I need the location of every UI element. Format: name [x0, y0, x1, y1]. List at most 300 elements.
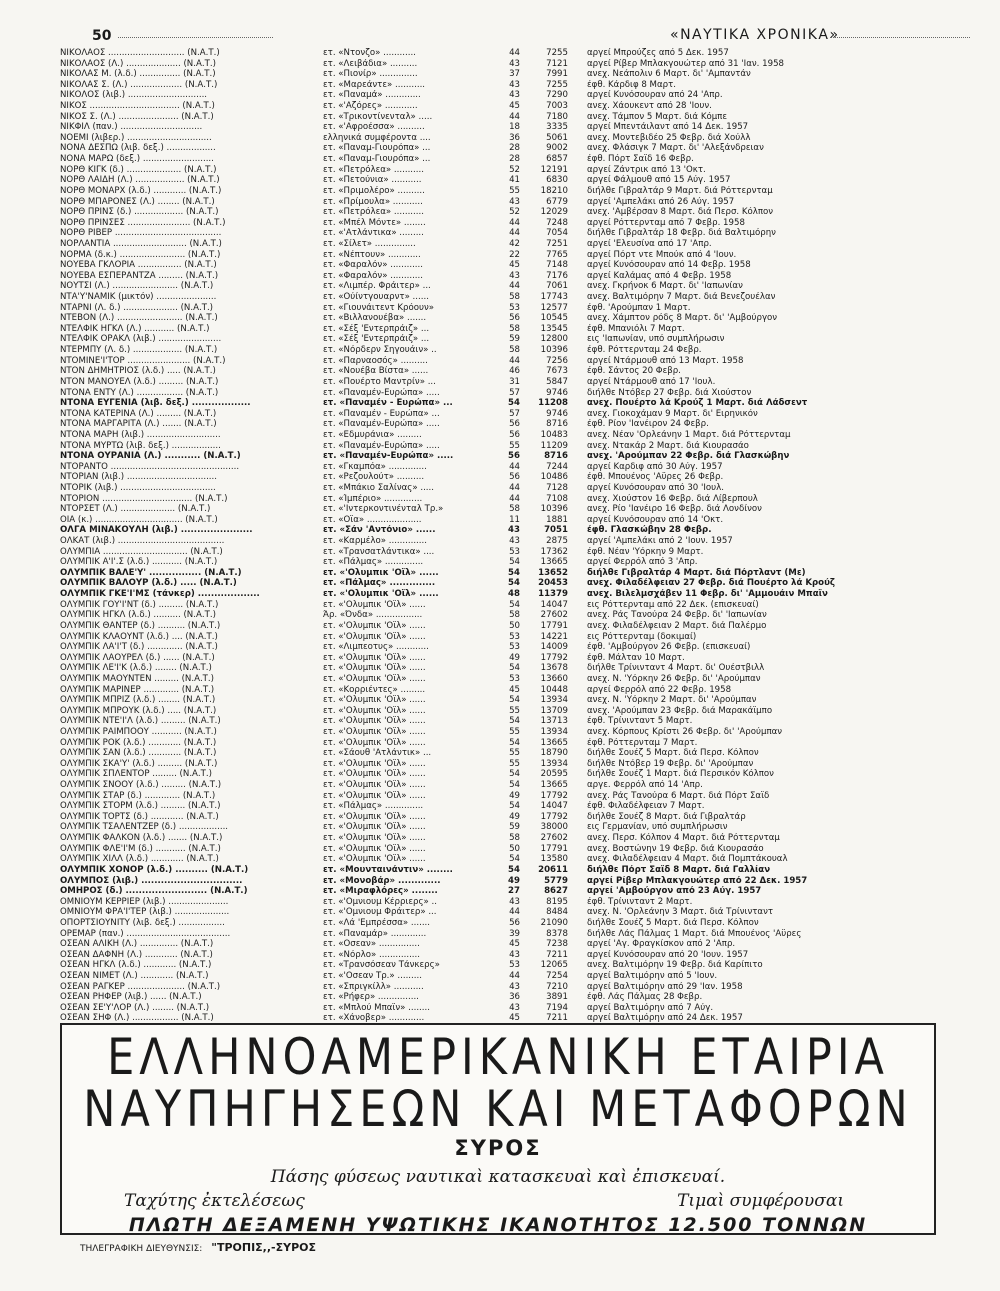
table-row — [60, 982, 950, 993]
ad-company-line2: ΝΑΥΠΗΓΗΣΕΩΝ ΚΑΙ ΜΕΤΑΦΟΡΩΝ — [83, 1081, 913, 1139]
table-row — [60, 133, 950, 144]
ship-tonnage: 21090 — [540, 917, 568, 928]
ship-owner: ετ. «'Ιντερκοντινένταλ Τρ.» — [323, 504, 444, 515]
ship-year: 45 — [509, 101, 520, 112]
ship-tonnage: 10396 — [540, 345, 568, 356]
ship-year: 53 — [509, 673, 520, 684]
ship-movement: αργεί Φερρόλ από 22 Φεβρ. 1958 — [587, 684, 732, 695]
ship-name: ΟΛΥΜΠΙΚ ΧΙΛΛ (λ.δ.) ............ (Ν.Α.Τ.) — [60, 854, 219, 865]
ship-name: ΟΛΥΜΠΙΚ ΣΤΟΡΜ (λ.δ.) ......... (Ν.Α.Τ.) — [60, 801, 221, 812]
ship-movement: ανεχ. 'Αμβέρσαν 8 Μαρτ. διά Περσ. Κόλπον — [587, 207, 774, 218]
table-row — [60, 239, 950, 250]
ship-movement: αργεί Κυνόσουραν από 20 'Ιουν. 1957 — [587, 949, 749, 960]
ship-year: 58 — [509, 323, 520, 334]
ship-owner: ετ. «'Ολυμπικ 'Οΐλ» ...... — [323, 790, 426, 801]
ship-name: ΟΛΥΜΠΙΚ ΣΑΝ (λ.δ.) ............ (Ν.Α.Τ.) — [60, 748, 217, 759]
ship-year: 50 — [509, 843, 520, 854]
ship-year: 55 — [509, 727, 520, 737]
ship-name: ΟΛΥΜΠΙΚ ΜΑΟΥΝΤΕΝ ......... (Ν.Α.Τ.) — [60, 673, 215, 684]
ship-tonnage: 27602 — [540, 833, 568, 844]
ship-year: 49 — [508, 875, 520, 886]
header-rule-right — [830, 37, 970, 38]
ship-owner: ετ. «Παναμέν-Ευρώπα» ..... — [323, 440, 440, 451]
ship-owner: ετ. «Πάλμας» .............. — [323, 801, 424, 812]
ship-year: 44 — [509, 355, 520, 366]
ship-movement: εις Γερμανίαν, υπό συμπλήρωσιν — [587, 822, 728, 833]
ship-year: 52 — [509, 164, 520, 175]
ship-tonnage: 20595 — [540, 769, 568, 780]
table-row — [60, 228, 950, 239]
table-row — [60, 504, 950, 515]
ship-tonnage: 7051 — [544, 525, 568, 536]
ship-movement: έφθ. Μπανιόλι 7 Μαρτ. — [587, 323, 685, 334]
ship-tonnage: 17792 — [540, 790, 568, 801]
ship-owner: ετ. «Καρμέλο» .............. — [323, 536, 427, 547]
table-row — [60, 589, 950, 600]
ship-year: 43 — [508, 525, 520, 536]
ship-year: 54 — [509, 780, 520, 791]
ship-name: ΝΤΟΝΑ ΜΑΡΓΑΡΙΤΑ (Λ.) ....... (Ν.Α.Τ.) — [60, 419, 217, 430]
ship-movement: έφθ. Τρίνινταντ 2 Μαρτ. — [587, 896, 693, 907]
ship-movement: εις Ρόττερνταμ (δοκιμαί) — [587, 631, 697, 642]
ship-tonnage: 8716 — [546, 419, 568, 430]
ship-owner: ετ. «Παναμέν-Ευρώπα» ..... — [323, 419, 440, 430]
ship-tonnage: 7254 — [546, 971, 568, 982]
ship-owner: ετ. «Τρανσόσεαν Τάνκερς» — [323, 960, 440, 971]
ship-movement: έφθ. Γλασκώβην 28 Φεβρ. — [587, 525, 712, 536]
ship-owner: ετ. «Τρικοντίνενταλ» ..... — [323, 111, 433, 122]
ship-movement: ανεχ. Χάμπτον ρόδς 8 Μαρτ. δι' 'Αμβούργον — [587, 313, 778, 324]
header-rule-left — [118, 37, 273, 38]
ship-name: ΝΙΚΟΛΑΣ Μ. (λ.δ.) ............... (Ν.Α.Τ.) — [60, 69, 216, 80]
ship-tonnage: 12029 — [540, 207, 568, 218]
ad-services: Πάσης φύσεως ναυτικαὶ κατασκευαὶ καὶ ἐπισκευαί. — [270, 1167, 726, 1187]
table-row — [60, 1003, 950, 1014]
ship-name: ΟΛΥΜΠΙΚ ΗΓΚΛ (λ.δ.) .......... (Ν.Α.Τ.) — [60, 610, 216, 621]
table-row — [60, 260, 950, 271]
ship-movement: ανεχ. 'Αρούμπαν 23 Φεβρ. διά Μαρακάϊμπο — [587, 705, 773, 716]
ship-movement: ανεχ. Νέαν 'Ορλεάνην 1 Μαρτ. διά Ρόττερνταμ — [587, 429, 791, 440]
ship-tonnage: 17791 — [540, 843, 568, 854]
ship-movement: ανεχ. Περσ. Κόλπον 4 Μαρτ. διά Ρόττερνταμ — [587, 833, 780, 844]
ship-owner: ετ. «Παναμέν-Ευρώπα» ..... — [323, 451, 454, 462]
ship-owner: ετ. «Λειβάδια» .......... — [323, 58, 418, 69]
page-header — [30, 26, 974, 48]
ship-movement: διήλθε Σουέζ 5 Μαρτ. διά Περσ. Κόλπον — [587, 748, 759, 759]
ship-movement: έφθ. Σάντος 20 Φεβρ. — [587, 366, 681, 377]
ship-tonnage: 13660 — [540, 673, 568, 684]
ship-tonnage: 14221 — [540, 631, 568, 642]
ship-owner: ετ. «Μονοβάρ» ............. — [323, 875, 441, 886]
table-row — [60, 154, 950, 165]
table-row — [60, 738, 950, 749]
table-row — [60, 218, 950, 229]
ship-tonnage: 11379 — [538, 589, 568, 600]
ship-owner: ετ. «Ντονζο» ............ — [323, 48, 416, 58]
ship-year: 57 — [509, 387, 520, 398]
ship-year: 58 — [509, 504, 520, 515]
ship-movement: αργεί Ντάρμουθ από 17 'Ιουλ. — [587, 376, 716, 387]
ship-movement: ανεχ. Ρίο 'Ιανέιρο 16 Φεβρ. διά Λονδίνον — [587, 504, 762, 515]
ship-owner: ετ. «'Ολυμπικ 'Οΐλ» ...... — [323, 833, 426, 844]
ship-year: 54 — [508, 398, 520, 409]
ship-name: ΝΤΟΝΑ ΕΝΤΥ (Λ.) ................. (Ν.Α.Τ.) — [60, 387, 219, 398]
ship-owner: ετ. «'Ολυμπικ 'Οΐλ» ...... — [323, 705, 426, 716]
ship-movement: ανεχ. Βοστώνην 19 Φεβρ. διά Κιουρασάο — [587, 843, 764, 854]
ship-owner: ετ. «'Ολυμπικ 'Οΐλ» ...... — [323, 737, 426, 748]
ship-year: 22 — [509, 249, 520, 260]
ship-year: 54 — [509, 695, 520, 706]
ship-year: 44 — [509, 493, 520, 504]
ship-name: ΟΛΥΜΠΙΑ ............................... (Ν.Α.Τ.) — [60, 546, 223, 557]
ship-year: 56 — [509, 472, 520, 483]
ship-movement: αργεί Μπρούζες από 5 Δεκ. 1957 — [587, 48, 729, 58]
ship-tonnage: 27602 — [540, 610, 568, 621]
ship-tonnage: 5847 — [546, 376, 568, 387]
ship-year: 43 — [509, 1002, 520, 1013]
ad-telegraph — [80, 1241, 316, 1254]
ship-name: ΝΟΡΘ ΚΙΓΚ (δ.) .................... (Ν.Α.Τ.) — [60, 164, 217, 175]
ship-movement: έφθ. 'Αρούμπαν 1 Μαρτ. — [587, 302, 691, 313]
ship-name: ΝΙΚΟΛΑΣ Σ. (Λ.) ................... (Ν.Α.Τ.) — [60, 79, 218, 90]
table-row — [60, 886, 950, 897]
ship-name: ΝΤΟΡΙΑΝ (λιβ.) ................................. — [60, 472, 217, 483]
ship-year: 45 — [509, 939, 520, 950]
table-row — [60, 547, 950, 558]
table-row — [60, 345, 950, 356]
ship-owner: ετ. «'Ολυμπικ 'Οΐλ» ...... — [323, 567, 439, 578]
ship-movement: αργεί Κυνόσουραν από 14 Φεβρ. 1958 — [587, 260, 751, 271]
ship-movement: ανεχ. Φιλαδέλφειαν 2 Μαρτ. διά Παλέρμο — [587, 620, 767, 631]
ship-name: ΟΣΕΑΝ ΡΑΓΚΕΡ ..................... (Ν.Α.Τ.) — [60, 981, 221, 992]
ship-tonnage: 10396 — [540, 504, 568, 515]
ad-speed: Ταχύτης ἐκτελέσεως — [124, 1191, 305, 1211]
ship-name: ΝΟΝΑ ΔΕΣΠΩ (λιβ. δεξ.) .................. — [60, 143, 216, 154]
table-row — [60, 801, 950, 812]
ship-movement: ανεχ. Ν. 'Υόρκην 26 Φεβρ. δι' 'Αρούμπαν — [587, 673, 761, 684]
ship-movement: αργεί 'Ελευσίνα από 17 'Απρ. — [587, 238, 712, 249]
ship-year: 43 — [509, 196, 520, 207]
ship-name: ΟΛΥΜΠΙΚ ΝΤΕ'Ι'Λ (λ.δ.) ......... (Ν.Α.Τ.) — [60, 716, 221, 727]
ship-owner: ετ. «'Οσεαν Τρ.» ......... — [323, 971, 422, 982]
ship-owner: ετ. «Κορριέντες» ......... — [323, 684, 426, 695]
ship-tonnage: 7673 — [546, 366, 568, 377]
ship-movement: διήλθε Σουέζ 8 Μαρτ. διά Γιβραλτάρ — [587, 811, 746, 822]
ship-movement: έφθ. Ρόττερνταμ 7 Μαρτ. — [587, 737, 698, 748]
ship-owner: ετ. «Παναμ-Γιουρόπα» ... — [323, 143, 431, 154]
ship-year: 44 — [509, 48, 520, 58]
ship-tonnage: 8195 — [546, 896, 568, 907]
ship-year: 18 — [509, 122, 520, 133]
table-row — [60, 578, 950, 589]
ship-year: 58 — [509, 833, 520, 844]
table-row — [60, 950, 950, 961]
ship-owner: ετ. «'Ολυμπικ 'Οΐλ» ...... — [323, 673, 426, 684]
ship-year: 55 — [509, 758, 520, 769]
table-row — [60, 844, 950, 855]
ship-name: ΝΤΑΡΝΙ (Λ. δ.) .................... (Ν.Α.Τ.) — [60, 302, 214, 313]
ship-tonnage: 13934 — [540, 695, 568, 706]
ship-owner: ετ. «'Ολυμπικ 'Οΐλ» ...... — [323, 599, 426, 610]
table-row — [60, 929, 950, 940]
ship-owner: ετ. «Λιμπεοτυς» ............ — [323, 642, 429, 653]
ship-name: ΟΛΥΜΠΙΚ ΒΑΛΕ'Υ' ................ (Ν.Α.Τ.) — [60, 567, 242, 578]
ship-movement: διήλθε Σουέζ 5 Μαρτ. διά Περσ. Κόλπον — [587, 917, 759, 928]
ship-year: 36 — [509, 132, 520, 143]
ship-movement: ανεχ. 'Αρούμπαν 22 Φεβρ. διά Γλασκώβην — [587, 451, 790, 462]
ship-tonnage: 7108 — [546, 493, 568, 504]
ship-year: 54 — [509, 599, 520, 610]
ship-name: ΝΤΕΛΦΙΚ ΟΡΑΚΛ (λιβ.) ....................... — [60, 334, 222, 345]
ship-name: ΟΛΥΜΠΙΚ ΧΟΝΟΡ (λ.δ.) .......... (Ν.Α.Τ.) — [60, 864, 249, 875]
ship-owner: ετ. «Νέπτουν» ............ — [323, 249, 421, 260]
ship-name: ΝΟΥΕΒΑ ΓΚΛΟΡΙΑ ................ (Ν.Α.Τ.) — [60, 260, 217, 271]
table-row — [60, 377, 950, 388]
ship-name: ΝΟΡΘ ΛΑΙΔΗ (Λ.) .................. (Ν.Α.Τ.) — [60, 175, 220, 186]
ship-year: 54 — [508, 578, 520, 589]
ship-name: ΝΤΟΝΑ ΕΥΓΕΝΙΑ (λιβ. δεξ.) .................. — [60, 398, 251, 409]
ship-name: ΟΣΕΑΝ ΣΗΦ (Λ.) ................. (Ν.Α.Τ.) — [60, 1013, 214, 1024]
ship-name: ΟΛΥΜΠΙΚ ΛΕ'Ι'Κ (λ.δ.) ........ (Ν.Α.Τ.) — [60, 663, 212, 674]
ship-name: ΟΛΥΜΠΙΚ ΓΚΕ'Ι'ΜΣ (τάνκερ) ................... — [60, 589, 260, 600]
table-row — [60, 313, 950, 324]
ship-name: ΟΛΥΜΠΙΚ Α'Ι'.Σ (λ.δ.) ........... (Ν.Α.Τ.) — [60, 557, 218, 568]
ship-year: 49 — [509, 790, 520, 801]
ship-movement: διήλθε Ντόβερ 19 Φεβρ. δι' 'Αρούμπαν — [587, 758, 754, 769]
ship-movement: αργεί Φερρόλ από 3 'Απρ. — [587, 557, 698, 568]
ship-tonnage: 7211 — [546, 1013, 568, 1024]
ship-name: ΝΟΕΜΙ (λιβερ.) ............................... — [60, 132, 212, 143]
ship-tonnage: 7991 — [546, 69, 568, 80]
ship-name: ΝΟΡΛΑΝΤΙΑ ........................... (Ν.Α.Τ.) — [60, 238, 222, 249]
ship-movement: διήλθε Λάς Πάλμας 1 Μαρτ. διά Μπουένος 'Αϋρες — [587, 928, 802, 939]
ship-tonnage: 10486 — [540, 472, 568, 483]
ship-tonnage: 7244 — [546, 461, 568, 472]
ship-owner: ετ. «'Ολυμπικ 'Οΐλ» ...... — [323, 631, 426, 642]
ship-movement: αργεί 'Αγ. Φραγκίσκον από 2 'Απρ. — [587, 939, 736, 950]
ship-name: ΟΣΕΑΝ ΡΗΦΕΡ (λιβ.) ...... (Ν.Α.Τ.) — [60, 992, 202, 1003]
ship-year: 43 — [509, 896, 520, 907]
table-row — [60, 833, 950, 844]
ship-year: 54 — [509, 854, 520, 865]
ship-owner: ετ. «'Ολυμπικ 'Οΐλ» ...... — [323, 589, 439, 600]
table-row — [60, 876, 950, 887]
ship-owner: ετ. «Πιονίρ» .............. — [323, 69, 418, 80]
ship-name: ΝΤΟΡΑΝΤΟ ............................................... — [60, 461, 240, 472]
ship-tonnage: 6857 — [546, 154, 568, 165]
ship-owner: ετ. «Οΐα» .................... — [323, 514, 422, 525]
ship-movement: ανεχ. Μοντεβιδέο 25 Φεβρ. διά Χούλλ — [587, 132, 751, 143]
ship-year: 44 — [509, 907, 520, 918]
ship-year: 43 — [509, 58, 520, 69]
ship-tonnage: 7251 — [546, 238, 568, 249]
ship-owner: ετ. «'Ολυμπικ 'Οΐλ» ...... — [323, 854, 426, 865]
table-row — [60, 292, 950, 303]
page-title: «ΝΑΥΤΙΚΑ ΧΡΟΝΙΚΑ» — [670, 27, 840, 43]
ad-telegraph-label: ΤΗΛΕΓΡΑΦΙΚΗ ΔΙΕΥΘΥΝΣΙΣ: — [80, 1244, 203, 1254]
ship-name: ΟΛΥΜΠΙΚ ΘΑΝΤΕΡ (δ.) .......... (Ν.Α.Τ.) — [60, 620, 221, 631]
table-row — [60, 939, 950, 950]
ship-name: ΟΛΥΜΠΟΣ (λιβ.) ............................... — [60, 875, 243, 886]
ship-year: 56 — [509, 419, 520, 430]
ship-name: ΟΛΥΜΠΙΚ ΜΑΡΙΝΕΡ ............. (Ν.Α.Τ.) — [60, 684, 215, 695]
ship-name: ΟΛΥΜΠΙΚ ΛΑΟΥΡΕΛ (δ.) ...... (Ν.Α.Τ.) — [60, 652, 215, 663]
ship-year: 43 — [509, 90, 520, 101]
table-row — [60, 632, 950, 643]
ship-movement: ανεχ. Χιούστον 16 Φεβρ. διά Λίβερπουλ — [587, 493, 758, 504]
ship-owner: ετ. «Πάλμας» .............. — [323, 578, 436, 589]
table-row — [60, 600, 950, 611]
ship-movement: εις 'Ιαπωνίαν, υπό συμπλήρωσιν — [587, 334, 725, 345]
ship-year: 44 — [509, 217, 520, 228]
page-number: 50 — [92, 28, 112, 44]
ship-movement: ανεχ. Βιλελμσχάβεν 11 Φεβρ. δι' 'Αμμουάιν Μπαΐν — [587, 589, 828, 600]
ship-movement: αργεί Κυνόσουραν από 30 'Ιουλ. — [587, 482, 724, 493]
table-row — [60, 822, 950, 833]
ship-name: ΟΛΥΜΠΙΚ ΤΟΡΤΣ (δ.) ............ (Ν.Α.Τ.) — [60, 811, 219, 822]
ship-year: 11 — [509, 514, 520, 525]
ship-year: 46 — [509, 366, 520, 377]
ship-year: 44 — [509, 482, 520, 493]
ship-tonnage: 2875 — [546, 536, 568, 547]
ship-owner: ετ. «'Ολυμπικ 'Οΐλ» ...... — [323, 727, 426, 737]
ship-movement: έφθ. Μάλταν 10 Μαρτ. — [587, 652, 685, 663]
table-row — [60, 653, 950, 664]
table-row — [60, 483, 950, 494]
ship-name: ΟΛΥΜΠΙΚ ΛΑ'Ι'Τ (δ.) ............. (Ν.Α.Τ.) — [60, 642, 218, 653]
ship-owner: ετ. «Μουνταινάντιν» ........ — [323, 864, 453, 875]
ship-tonnage: 8716 — [544, 451, 568, 462]
ship-owner: ετ. «Πετρόλεα» ........... — [323, 164, 424, 175]
table-row — [60, 472, 950, 483]
ship-owner: ετ. «Γκαμπόα» .............. — [323, 461, 427, 472]
table-row — [60, 197, 950, 208]
table-row — [60, 59, 950, 70]
ship-owner: ετ. «Φαραλόν» ............ — [323, 270, 424, 281]
ship-movement: αργεί 'Αμβούργον από 23 Αύγ. 1957 — [587, 886, 762, 897]
table-row — [60, 303, 950, 314]
ship-year: 56 — [508, 451, 520, 462]
table-row — [60, 122, 950, 133]
ship-name: ΟΠΟΡΤΣΙΟΥΝΙΤΥ (λιβ. δεξ.) ................. — [60, 917, 225, 928]
ship-owner: ετ. «'Ολυμπικ 'Οΐλ» ...... — [323, 811, 426, 822]
ship-owner: ετ. «Ίμπέριο» .............. — [323, 493, 423, 504]
ship-owner: ετ. «Σέξ 'Εντερπράιζ» ... — [323, 323, 430, 334]
ship-tonnage: 7148 — [546, 260, 568, 271]
ship-tonnage: 13545 — [540, 323, 568, 334]
ship-owner: ετ. «Μπλού Μπαΐν» ........ — [323, 1002, 430, 1013]
ship-name: ΝΙΚΟΣ ................................. (Ν.Α.Τ.) — [60, 101, 215, 112]
ship-name: ΟΛΥΜΠΙΚ ΡΑΙΜΠΟΟΥ ........... (Ν.Α.Τ.) — [60, 727, 217, 737]
ship-name: ΟΛΥΜΠΙΚ ΚΛΑΟΥΝΤ (λ.δ.) .... (Ν.Α.Τ.) — [60, 631, 218, 642]
ship-movement: αργεί 'Αμπελάκι από 26 Αύγ. 1957 — [587, 196, 735, 207]
ship-year: 55 — [509, 440, 520, 451]
ship-owner: ετ. «Μαρεάντε» ........... — [323, 79, 426, 90]
ship-owner: ετ. «Πετρόλεα» ........... — [323, 207, 424, 218]
ship-year: 41 — [509, 175, 520, 186]
ship-owner: ετ. «'Ολυμπικ 'Οΐλ» ...... — [323, 758, 426, 769]
table-row — [60, 281, 950, 292]
ship-movement: ανεχ. Τάμπον 5 Μαρτ. διά Κόμπε — [587, 111, 727, 122]
table-row — [60, 69, 950, 80]
ship-name: ΝΤΟΝΑ ΟΥΡΑΝΙΑ (Λ.) ........... (Ν.Α.Τ.) — [60, 451, 241, 462]
table-row — [60, 165, 950, 176]
table-row — [60, 334, 950, 345]
ship-name: ΝΟΡΘ ΜΠΑΡΟΝΕΣ (Λ.) ........ (Ν.Α.Τ.) — [60, 196, 215, 207]
table-row — [60, 525, 950, 536]
ship-tonnage: 12191 — [540, 164, 568, 175]
ship-movement: ανεχ. Ντακάρ 2 Μαρτ. διά Κιουρασάο — [587, 440, 749, 451]
advertisement — [60, 1023, 936, 1235]
ship-owner: ετ. «'Ολυμπικ 'Οΐλ» ...... — [323, 822, 426, 833]
ship-tonnage: 7255 — [546, 48, 568, 58]
ship-name: ΝΤΑ'Υ'ΝΑΜΙΚ (μικτόν) ...................... — [60, 292, 217, 303]
ship-tonnage: 13934 — [540, 727, 568, 737]
ship-name: ΟΣΕΑΝ ΣΕ'Υ'ΛΟΡ (Λ.) ........ (Ν.Α.Τ.) — [60, 1002, 210, 1013]
ship-movement: αργεί Πόρτ ντε Μπούκ από 4 'Ιουν. — [587, 249, 737, 260]
ship-year: 45 — [509, 1013, 520, 1024]
table-row — [60, 515, 950, 526]
ship-tonnage: 11209 — [540, 440, 568, 451]
ship-year: 44 — [509, 281, 520, 292]
ship-year: 28 — [509, 154, 520, 165]
ship-tonnage: 13713 — [540, 716, 568, 727]
ship-owner: ετ. «Μιραφλόρες» ........ — [323, 886, 438, 897]
ship-tonnage: 13652 — [538, 567, 568, 578]
table-row — [60, 971, 950, 982]
ship-name: ΟΡΕΜΑΡ (παν.) ...................................... — [60, 928, 231, 939]
ship-movement: αργεί Φάλμουθ από 15 Αύγ. 1957 — [587, 175, 731, 186]
ship-year: 59 — [509, 334, 520, 345]
ship-name: ΝΤΕΡΜΠΥ (Λ. δ.) .................. (Ν.Α.Τ.) — [60, 345, 218, 356]
ship-name: ΝΤΟΡΙΟΝ ................................. (Ν.Α.Τ.) — [60, 493, 228, 504]
ship-tonnage: 17743 — [540, 292, 568, 303]
ship-movement: ανεχ. Κόρπους Κρίστι 26 Φεβρ. δι' 'Αρούμπαν — [587, 727, 783, 737]
ship-year: 43 — [509, 79, 520, 90]
table-row — [60, 494, 950, 505]
ship-owner: ετ. «Πετούνια» ........... — [323, 175, 422, 186]
ship-tonnage: 17791 — [540, 620, 568, 631]
ship-year: 56 — [509, 429, 520, 440]
ship-tonnage: 17792 — [540, 811, 568, 822]
ship-owner: ετ. «Σίλετ» ............... — [323, 238, 416, 249]
ship-year: 31 — [509, 376, 520, 387]
ship-year: 43 — [509, 949, 520, 960]
table-row — [60, 674, 950, 685]
ship-tonnage: 5779 — [544, 875, 568, 886]
ship-movement: αργε. Φερρόλ από 14 'Απρ. — [587, 780, 703, 791]
ship-name: ΝΟΥΕΒΑ ΕΣΠΕΡΑΝΤΖΑ ......... (Ν.Α.Τ.) — [60, 270, 219, 281]
ship-listing — [60, 48, 950, 1024]
ship-name: ΝΙΚΟΛΟΣ (λιβ.) ............................. — [60, 90, 208, 101]
ship-movement: ανεχ. Βαλτιμόρην 7 Μαρτ. διά Βενεζουέλαν — [587, 292, 776, 303]
ship-year: 44 — [509, 971, 520, 982]
ad-telegraph-value: "ΤΡΟΠΙΣ,,-ΣΥΡΟΣ — [211, 1241, 317, 1254]
ship-movement: ανεχ. Νεάπολιν 6 Μαρτ. δι' 'Αμπαντάν — [587, 69, 751, 80]
table-row — [60, 716, 950, 727]
table-row — [60, 462, 950, 473]
ship-year: 54 — [508, 864, 520, 875]
ship-name: ΝΙΚΟΣ Σ. (Λ.) ...................... (Ν.Α.Τ.) — [60, 111, 214, 122]
ship-movement: αργεί Ρίβερ Μπλακγουώτερ από 22 Δεκ. 1957 — [587, 875, 808, 886]
ship-movement: διήλθε Γιβραλτάρ 4 Μαρτ. διά Πόρτλαντ (Με) — [587, 567, 806, 578]
ship-name: ΟΛΓΑ ΜΙΝΑΚΟΥΛΗ (λιβ.) ...................... — [60, 525, 253, 536]
ship-movement: αργεί Βαλτιμόρην από 29 'Ιαν. 1958 — [587, 981, 743, 992]
table-row — [60, 695, 950, 706]
ship-name: ΟΜΝΙΟΥΜ ΚΕΡΡΙΕΡ (λιβ.) ...................... — [60, 896, 229, 907]
ship-tonnage: 14047 — [540, 599, 568, 610]
ship-year: 50 — [509, 620, 520, 631]
